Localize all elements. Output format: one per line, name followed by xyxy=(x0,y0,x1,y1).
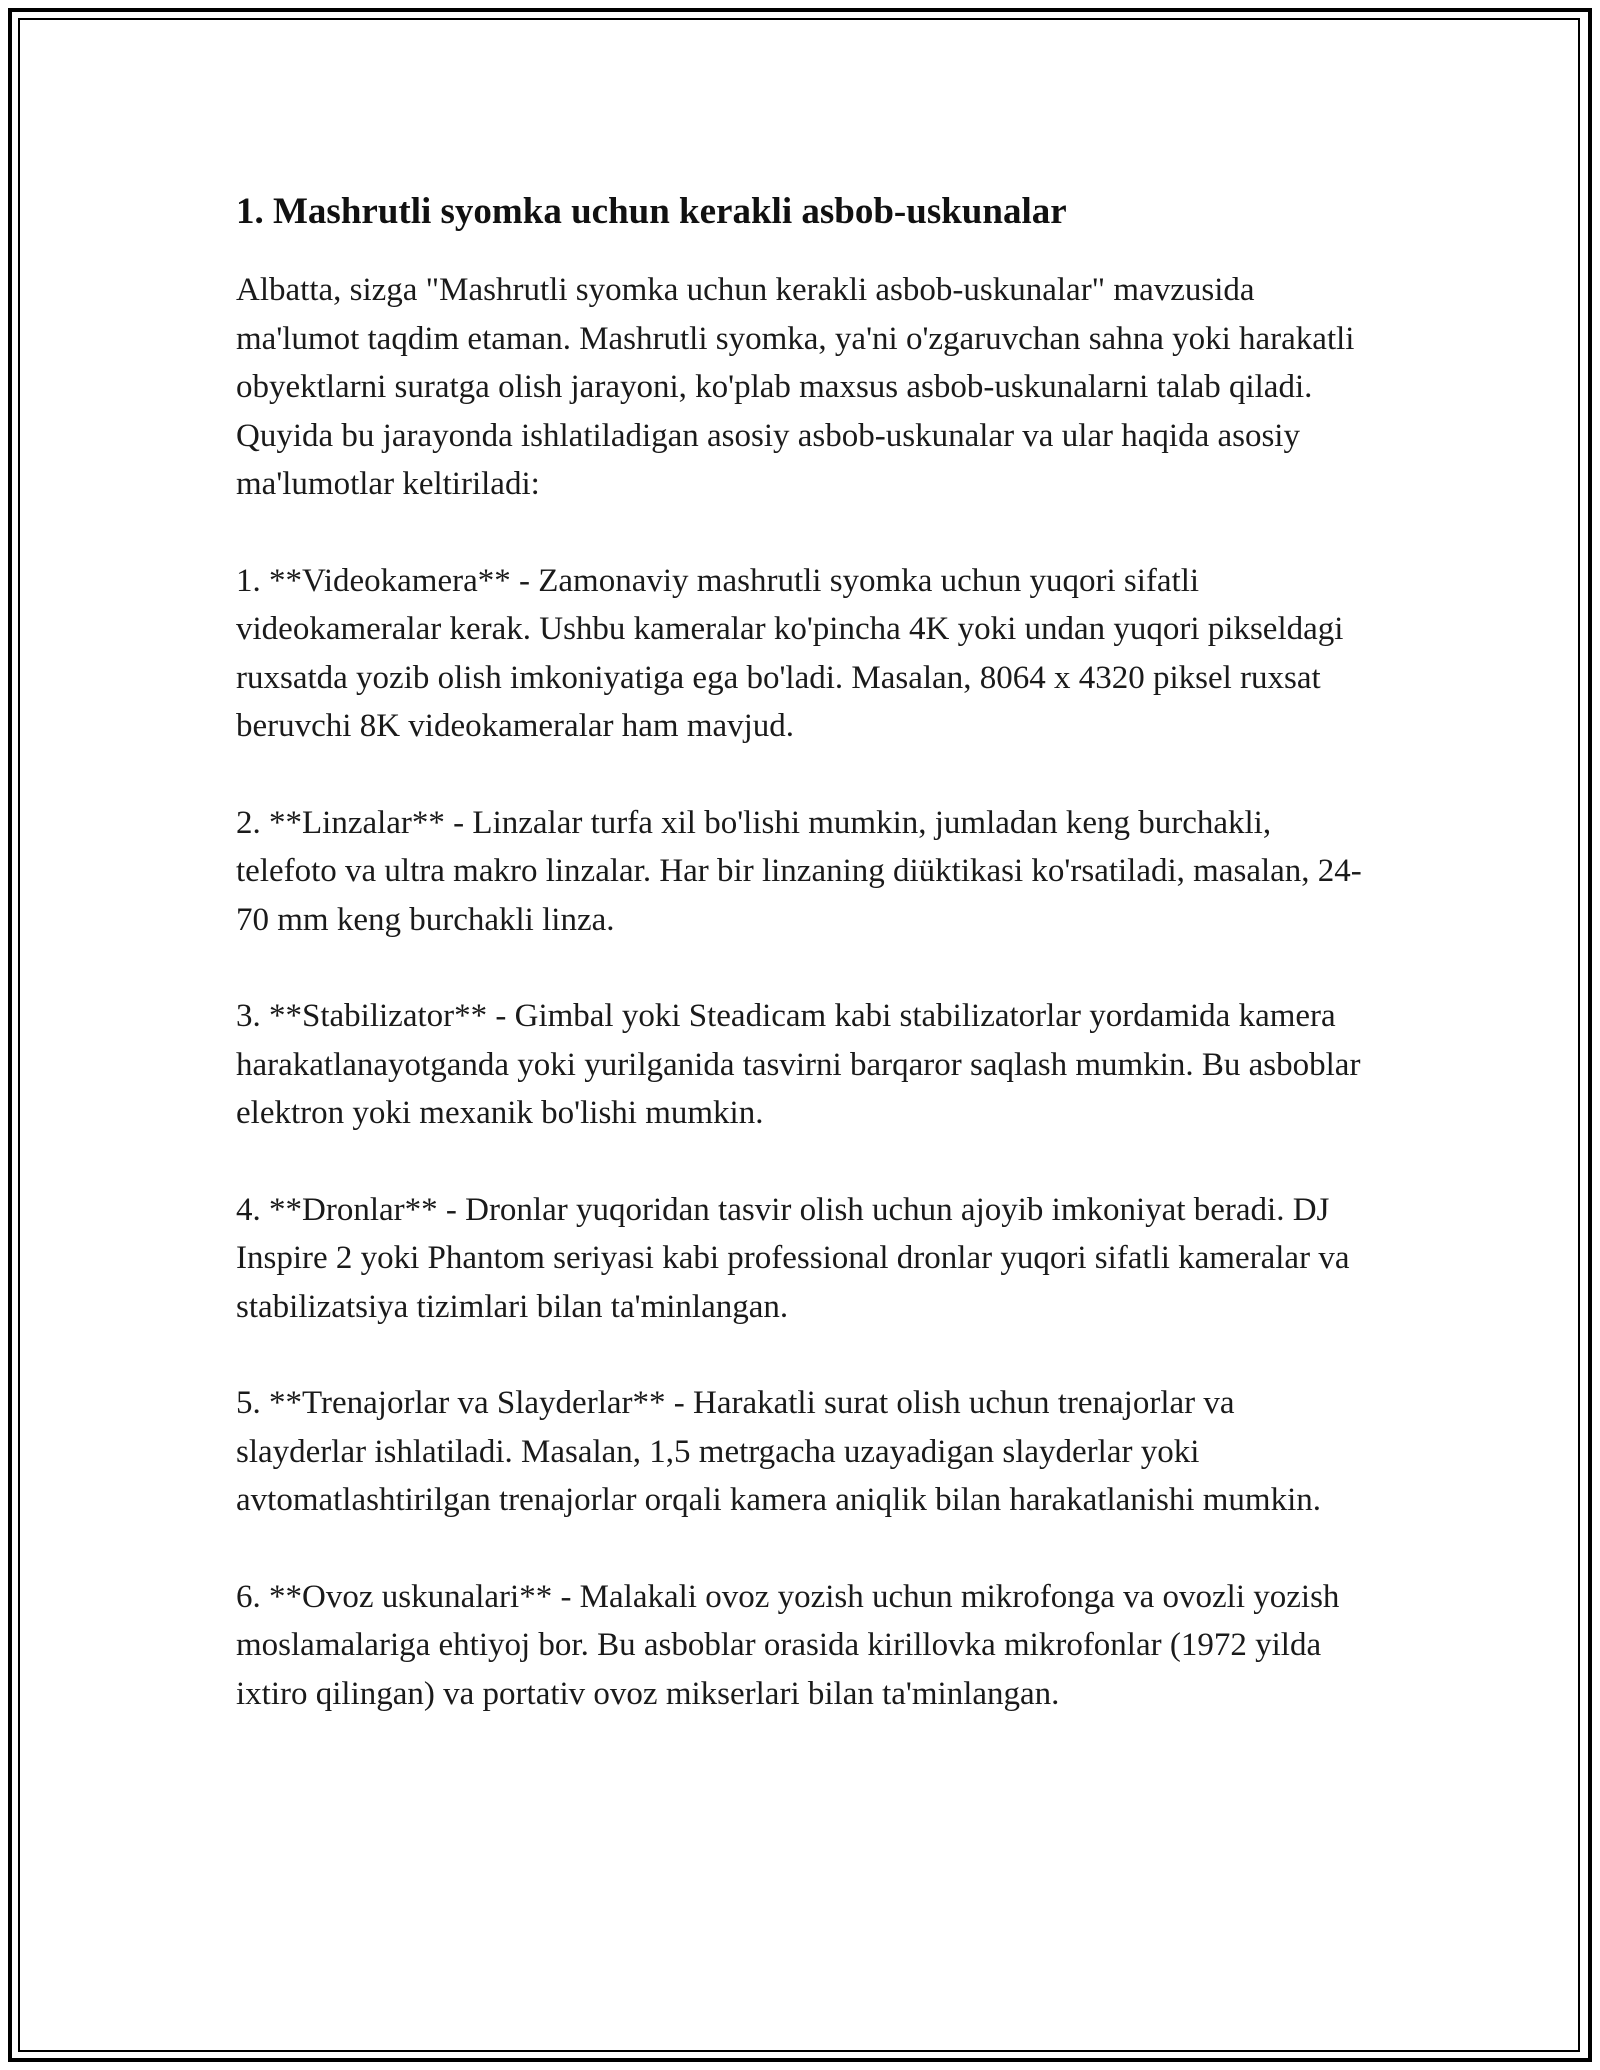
list-item-stabilizator: 3. **Stabilizator** - Gimbal yoki Steadicam kabi stabilizatorlar yordamida kamera harakatlanayotganda yoki yurilganida tasvirni barqaror saqlash mumkin. Bu asboblar elektron yoki mexanik bo'lishi mumkin. xyxy=(236,998,1361,1131)
list-item-ovoz-uskunalari: 6. **Ovoz uskunalari** - Malakali ovoz yozish uchun mikrofonga va ovozli yozish moslamalariga ehtiyoj bor. Bu asboblar orasida kirillovka mikrofonlar (1972 yilda ixtiro qilingan) va portativ ovoz mikserlari bilan ta'minlangan. xyxy=(236,1578,1340,1712)
list-item-linzalar: 2. **Linzalar** - Linzalar turfa xil bo'lishi mumkin, jumladan keng burchakli, telefoto va ultra makro linzalar. Har bir linzaning diüktikasi ko'rsatiladi, masalan, 24-70 mm keng burchakli linza. xyxy=(236,804,1362,938)
document-title: 1. Mashrutli syomka uchun kerakli asbob-uskunalar xyxy=(236,191,1067,232)
list-item-dronlar: 4. **Dronlar** - Dronlar yuqoridan tasvir olish uchun ajoyib imkoniyat beradi. DJ Inspire 2 yoki Phantom seriyasi kabi professional dronlar yuqori sifatli kameralar va stabilizatsiya tizimlari bilan ta'minlangan. xyxy=(236,1191,1350,1325)
list-item-trenajorlar: 5. **Trenajorlar va Slayderlar** - Harakatli surat olish uchun trenajorlar va slayderlar ishlatiladi. Masalan, 1,5 metrgacha uzayadigan slayderlar yoki avtomatlashtirilgan trenajorlar orqali kamera aniqlik bilan harakatlanishi mumkin. xyxy=(236,1385,1321,1518)
intro-paragraph: Albatta, sizga "Mashrutli syomka uchun kerakli asbob-uskunalar" mavzusida ma'lumot taqdim etaman. Mashrutli syomka, ya'ni o'zgaruvchan sahna yoki harakatli obyektlarni suratga olish jarayoni, ko'plab maxsus asbob-uskunalarni talab qiladi. Quyida bu jarayonda ishlatiladigan asosiy asbob-uskunalar va ular haqida asosiy ma'lumotlar keltiriladi: xyxy=(236,272,1355,502)
list-item-videokamera: 1. **Videokamera** - Zamonaviy mashrutli syomka uchun yuqori sifatli videokameralar kerak. Ushbu kameralar ko'pincha 4K yoki undan yuqori pikseldagi ruxsatda yozib olish imkoniyatiga ega bo'ladi. Masalan, 8064 x 4320 piksel ruxsat beruvchi 8K videokameralar ham mavjud. xyxy=(236,562,1344,744)
document-body xyxy=(236,186,1366,1766)
